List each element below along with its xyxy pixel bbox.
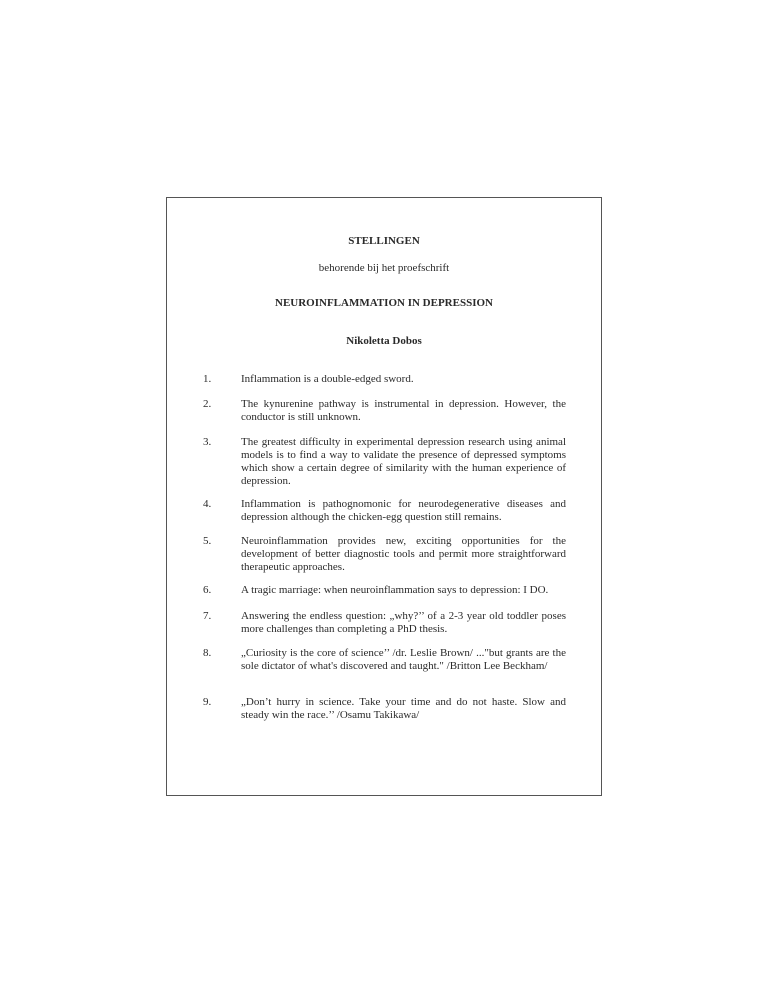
document-title: STELLINGEN xyxy=(348,235,420,247)
statement-text: The greatest difficulty in experimental depression research using animal models is to find a way to validate the presence of depressed symptoms which show a certain degree of similarity with the human experience of depression. xyxy=(241,436,566,487)
statement-number: 6. xyxy=(203,584,212,596)
thesis-title: NEUROINFLAMMATION IN DEPRESSION xyxy=(275,297,493,309)
statement-text: Neuroinflammation provides new, exciting opportunities for the development of better diagnostic tools and permit more straightforward therapeutic approaches. xyxy=(241,535,566,573)
statement-text: Inflammation is a double-edged sword. xyxy=(241,373,414,385)
statement-text: „Curiosity is the core of science’’ /dr. Leslie Brown/ ..."but grants are the sole dictator of what's discovered and taught." /Britton Lee Beckham/ xyxy=(241,647,566,672)
statement-number: 2. xyxy=(203,398,212,410)
statement-number: 4. xyxy=(203,498,212,510)
statement-text: „Don’t hurry in science. Take your time and do not haste. Slow and steady win the race.’’ /Osamu Takikawa/ xyxy=(241,696,566,721)
statement-number: 1. xyxy=(203,373,212,385)
statement-text: A tragic marriage: when neuroinflammation says to depression: I DO. xyxy=(241,584,549,596)
statement-number: 9. xyxy=(203,696,212,708)
statement-text: Answering the endless question: „why?’’ of a 2-3 year old toddler poses more challenges than completing a PhD thesis. xyxy=(241,610,566,635)
statement-text: Inflammation is pathognomonic for neurodegenerative diseases and depression although the chicken-egg question still remains. xyxy=(241,498,566,523)
statement-text: The kynurenine pathway is instrumental in depression. However, the conductor is still unknown. xyxy=(241,398,566,423)
document-frame xyxy=(166,197,602,796)
statement-number: 5. xyxy=(203,535,212,547)
statement-number: 7. xyxy=(203,610,212,622)
statement-number: 8. xyxy=(203,647,212,659)
statement-number: 3. xyxy=(203,436,212,448)
author-name: Nikoletta Dobos xyxy=(346,335,422,347)
document-subtitle: behorende bij het proefschrift xyxy=(318,262,450,274)
